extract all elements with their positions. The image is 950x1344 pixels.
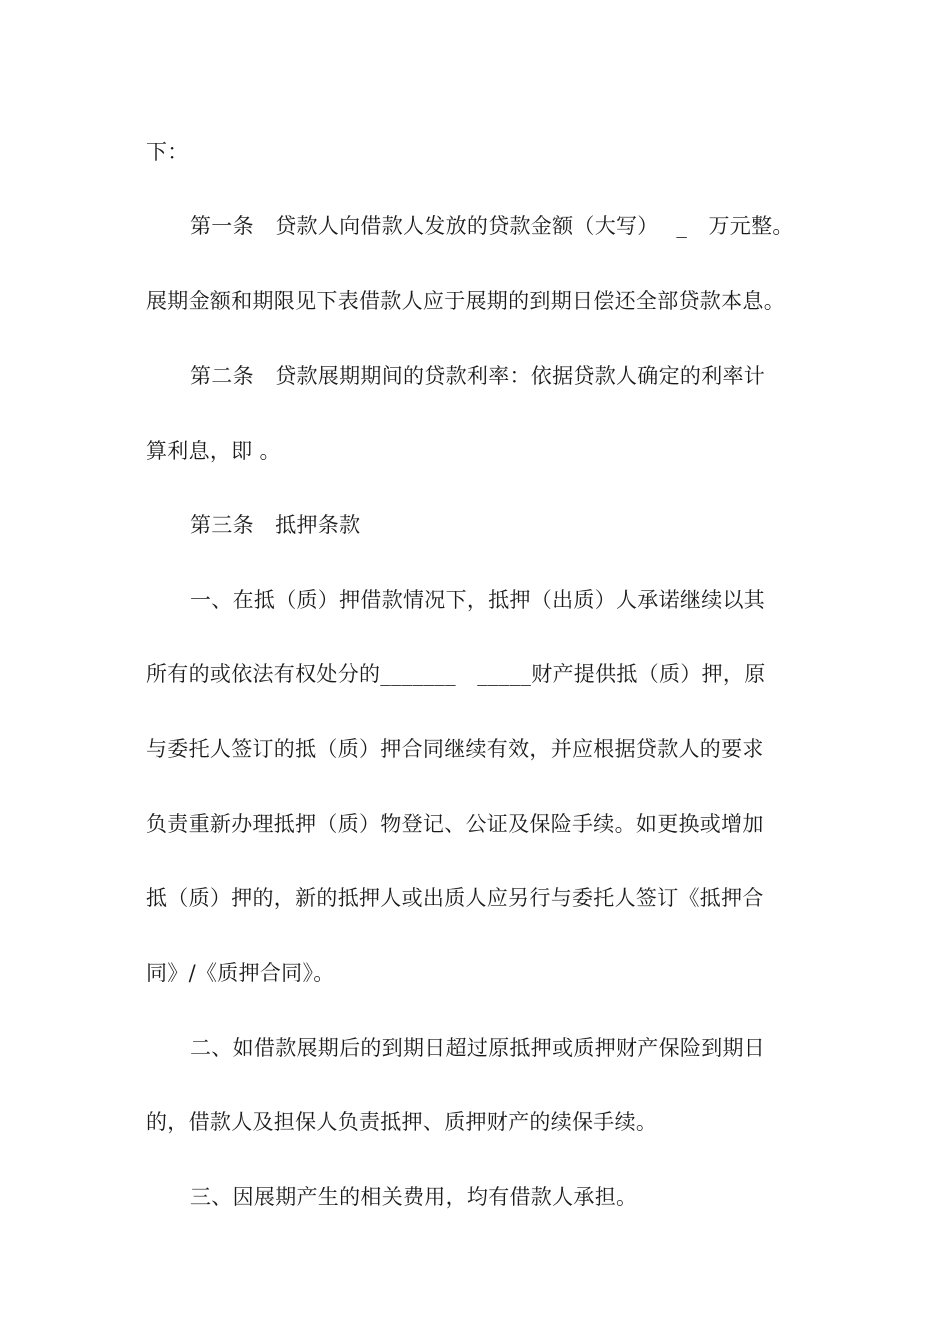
text-line: 第二条 贷款展期期间的贷款利率：依据贷款人确定的利率计 (190, 364, 766, 388)
text-line: 一、在抵（质）押借款情况下，抵押（出质）人承诺继续以其 (190, 588, 766, 612)
text-line: 第一条 贷款人向借款人发放的贷款金额（大写） _ 万元整。 (190, 214, 794, 238)
text-line: 下： (146, 140, 189, 164)
text-line: 第三条 抵押条款 (190, 513, 361, 537)
text-line: 抵（质）押的，新的抵押人或出质人应另行与委托人签订《抵押合 (146, 886, 764, 910)
text-line: 同》/《质押合同》。 (146, 961, 335, 985)
text-line: 与委托人签订的抵（质）押合同继续有效，并应根据贷款人的要求 (146, 737, 764, 761)
text-line: 展期金额和期限见下表借款人应于展期的到期日偿还全部贷款本息。 (146, 289, 785, 313)
text-line: 的，借款人及担保人负责抵押、质押财产的续保手续。 (146, 1110, 658, 1134)
text-line: 算利息，即 。 (146, 439, 281, 463)
text-line: 所有的或依法有权处分的_______ _____财产提供抵（质）押，原 (146, 662, 766, 686)
text-line: 三、因展期产生的相关费用，均有借款人承担。 (190, 1185, 638, 1209)
text-line: 二、如借款展期后的到期日超过原抵押或质押财产保险到期日 (190, 1036, 766, 1060)
text-line: 负责重新办理抵押（质）物登记、公证及保险手续。如更换或增加 (146, 812, 764, 836)
